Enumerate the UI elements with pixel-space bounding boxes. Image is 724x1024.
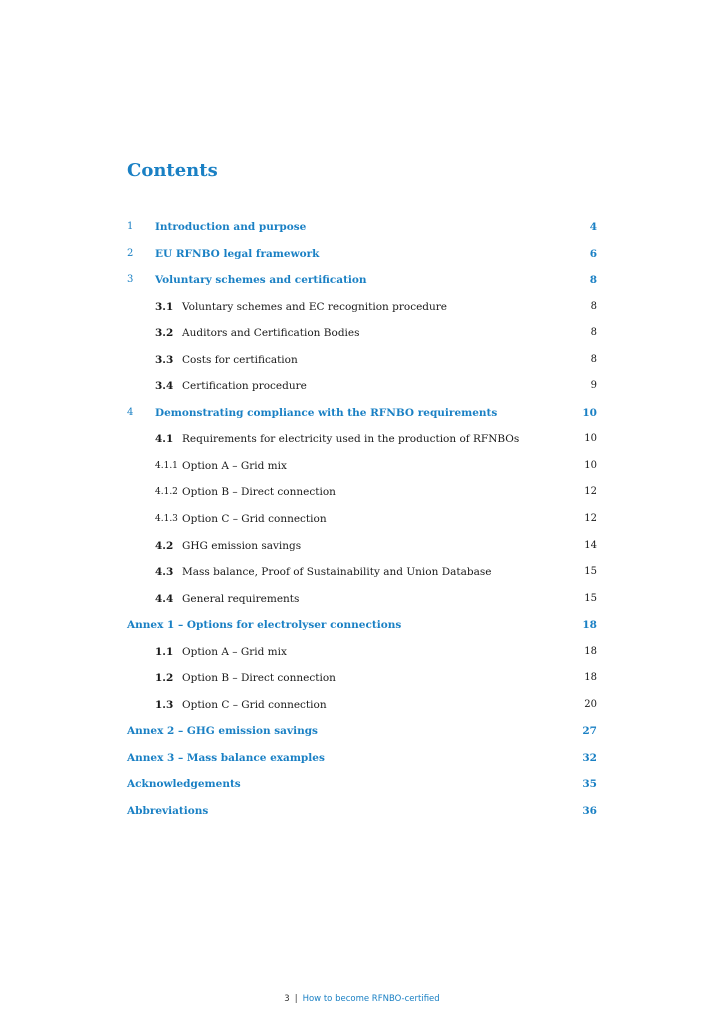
toc-entry[interactable]	[127, 803, 597, 830]
toc-entry[interactable]	[127, 325, 597, 352]
toc-entry-number: 4.4	[155, 592, 174, 605]
toc-entry-page: 32	[582, 751, 597, 764]
toc-entry-number: 1.2	[155, 672, 174, 685]
toc-entry-page: 18	[584, 645, 597, 657]
toc-entry-label: Acknowledgements	[127, 778, 241, 791]
toc-entry-label: Option A – Grid mix	[182, 459, 287, 472]
toc-entry-number: 3.1	[155, 300, 174, 313]
toc-entry[interactable]	[127, 219, 597, 246]
toc-entry-label: Option C – Grid connection	[182, 698, 327, 711]
toc-entry-page: 4	[589, 221, 597, 233]
toc-entry-number: 1.3	[155, 698, 174, 711]
toc-entry-number: 4	[127, 406, 134, 418]
toc-entry-page: 27	[582, 725, 597, 738]
toc-entry[interactable]	[127, 644, 597, 671]
toc-entry-label: Option B – Direct connection	[182, 486, 336, 499]
toc-entry[interactable]	[127, 405, 597, 432]
toc-entry[interactable]	[127, 511, 597, 538]
toc-entry-page: 35	[582, 778, 597, 791]
toc-entry-label: Abbreviations	[127, 805, 209, 818]
toc-entry-label: Demonstrating compliance with the RFNBO requirements	[155, 406, 498, 419]
toc-entry[interactable]	[127, 484, 597, 511]
toc-entry-page: 8	[590, 353, 597, 365]
toc-entry-page: 12	[584, 486, 597, 498]
toc-entry[interactable]	[127, 670, 597, 697]
page-footer	[0, 994, 724, 1004]
toc-entry-page: 9	[590, 380, 597, 392]
toc-entry[interactable]	[127, 538, 597, 565]
toc-entry-number: 3.3	[155, 353, 174, 366]
toc-entry-label: Requirements for electricity used in the production of RFNBOs	[182, 433, 520, 446]
toc-entry-page: 18	[582, 619, 597, 632]
toc-entry-label: Option B – Direct connection	[182, 672, 336, 685]
toc-entry-label: GHG emission savings	[182, 539, 302, 552]
toc-entry-number: 1.1	[155, 645, 174, 658]
page-title: Contents	[127, 160, 218, 181]
toc-entry-page: 14	[584, 539, 597, 551]
toc-entry-page: 18	[584, 672, 597, 684]
toc-entry-label: Introduction and purpose	[155, 221, 307, 233]
footer-separator: |	[294, 994, 298, 1004]
toc-entry-page: 10	[584, 459, 597, 471]
toc-entry-label: General requirements	[182, 592, 300, 605]
toc-entry-number: 4.3	[155, 566, 174, 579]
toc-entry-label: Option C – Grid connection	[182, 513, 327, 526]
toc-entry[interactable]	[127, 246, 597, 273]
toc-entry-label: EU RFNBO legal framework	[155, 247, 320, 260]
toc-entry-page: 8	[589, 274, 597, 287]
toc-entry-number: 4.2	[155, 539, 174, 552]
toc-entry[interactable]	[127, 299, 597, 326]
toc-entry-page: 20	[584, 698, 597, 710]
toc-entry-page: 8	[590, 300, 597, 312]
toc-entry-number: 2	[127, 247, 134, 259]
toc-entry-label: Auditors and Certification Bodies	[182, 327, 360, 340]
toc-entry-number: 3.2	[155, 327, 174, 340]
toc-entry[interactable]	[127, 697, 597, 724]
toc-entry-number: 4.1.3	[155, 514, 178, 525]
toc-entry-label: Costs for certification	[182, 353, 298, 366]
toc-entry-page: 15	[584, 566, 597, 578]
toc-entry[interactable]	[127, 750, 597, 777]
toc-entry[interactable]	[127, 776, 597, 803]
toc-entry-label: Option A – Grid mix	[182, 645, 287, 658]
toc-entry-page: 10	[582, 406, 597, 419]
toc-entry-number: 3	[127, 274, 134, 286]
toc-entry-page: 8	[590, 327, 597, 339]
toc-entry-page: 36	[582, 805, 597, 818]
toc-entry-page: 12	[584, 513, 597, 525]
toc-entry[interactable]	[127, 591, 597, 618]
toc-entry[interactable]	[127, 458, 597, 485]
toc-entry-number: 4.1.2	[155, 487, 178, 498]
toc-entry-number: 4.1	[155, 433, 174, 446]
toc-entry[interactable]	[127, 617, 597, 644]
toc-entry-page: 15	[584, 592, 597, 604]
toc-entry[interactable]	[127, 431, 597, 458]
toc-entry[interactable]	[127, 352, 597, 379]
toc-entry[interactable]	[127, 723, 597, 750]
table-of-contents	[127, 219, 597, 830]
toc-entry-number: 1	[127, 221, 134, 232]
toc-entry-page: 10	[584, 433, 597, 445]
toc-entry[interactable]	[127, 378, 597, 405]
toc-entry-page: 6	[589, 247, 597, 260]
footer-page-number: 3	[284, 994, 290, 1004]
toc-entry-label: Annex 2 – GHG emission savings	[127, 725, 318, 738]
toc-entry-label: Mass balance, Proof of Sustainability and Union Database	[182, 566, 492, 579]
toc-entry[interactable]	[127, 564, 597, 591]
toc-entry-label: Annex 1 – Options for electrolyser connections	[127, 619, 402, 632]
toc-entry-number: 3.4	[155, 380, 174, 393]
toc-entry-label: Voluntary schemes and certification	[155, 274, 367, 287]
toc-entry-label: Certification procedure	[182, 380, 307, 393]
toc-entry-number: 4.1.1	[155, 460, 178, 471]
toc-entry-label: Voluntary schemes and EC recognition procedure	[182, 300, 448, 313]
footer-document-title: How to become RFNBO-certified	[302, 994, 440, 1004]
toc-entry[interactable]	[127, 272, 597, 299]
toc-entry-label: Annex 3 – Mass balance examples	[127, 751, 325, 764]
